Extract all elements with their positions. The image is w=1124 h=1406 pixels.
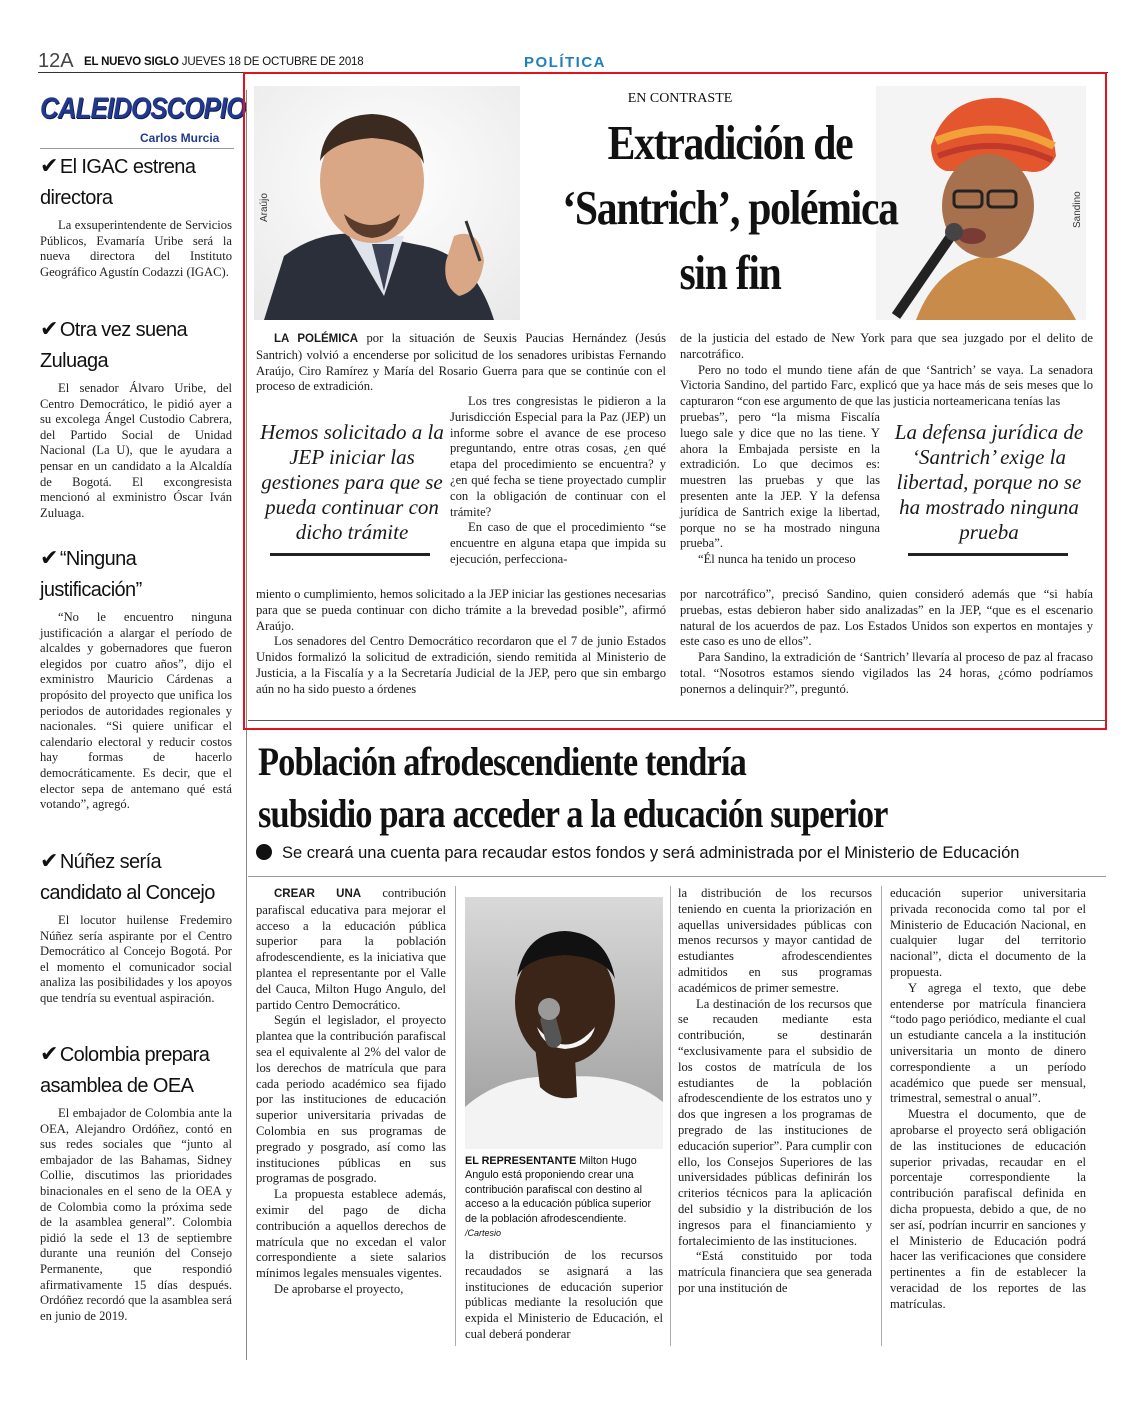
brief-body: El senador Álvaro Uribe, del Centro Democrático, le pidió ayer a su excolega Ángel Custodio Cabrera, del Partido Social de Unidad Nacional (La U), que le ayudara a pensar en un candidato a la Alcaldía de Bogotá. El excongresista mencionó al exministro Óscar Iván Zuluaga. <box>40 381 232 520</box>
feature-kicker: EN CONTRASTE <box>627 91 733 106</box>
photo-araujo <box>254 86 520 320</box>
lead-in: CREAR UNA <box>274 888 362 900</box>
feature-column-3-narrow <box>680 410 880 568</box>
page-number: 12A <box>38 50 74 72</box>
paragraph: la distribución de los recursos recaudados se asignará a las instituciones de educación superior públicas mediante la resolución que expida el Ministerio de Educación, el cual deberá ponderar <box>465 1248 663 1341</box>
brief-heading-line: justificación” <box>40 579 142 601</box>
paragraph: Muestra el documento, que de aprobarse el proyecto será obligación de las instituciones de educación superior privadas, recaudar en el porcentaje correspondiente la contribución parafiscal definida en dicha propuesta, debido a que, de no ser así, podrían incurrir en sanciones y el Ministerio de Educación podrá hacer las verificaciones que considere pertinentes a fin de establecer la veracidad de los reportes de las matrículas. <box>890 1107 1086 1311</box>
brief-body: “No le encuentro ninguna justificación a alargar el período de alcaldes y gobernadores que fueron elegidos por cuatro años”, dijo el exministro Mauricio Cárdenas a propósito del proyecto que unifica los periodos de autoridades regionales y nacionales. “Si quiere unificar el calendario electoral y reducir costos hay formas de hacerlo democráticamente. Es decir, que el elector sepa de antemano qué está votando”, agregó. <box>40 610 232 812</box>
photo-angulo <box>465 897 663 1149</box>
paragraph: De aprobarse el proyecto, <box>274 1281 404 1296</box>
lead-in: LA POLÉMICA <box>274 333 359 345</box>
headline-line: Extradición de <box>607 115 853 170</box>
headline-line: Población afrodescendiente tendría <box>258 739 747 784</box>
paragraph: de la justicia del estado de New York para que sea juzgado por el delito de narcotráfico. <box>680 331 1093 361</box>
checkmark-icon: ✔ <box>40 545 58 570</box>
brief-heading-line: El IGAC estrena <box>59 156 196 178</box>
paragraph: En caso de que el procedimiento “se encuentre en alguna etapa que impida su ejecución, perfecciona- <box>450 520 666 566</box>
paragraph: La propuesta establece además, eximir del pago de dicha contribución a aquellos derechos de matrícula que no excedan el valor correspondiente a siete salarios mínimos legales mensuales vigentes. <box>256 1187 446 1281</box>
column-title: CALEIDOSCOPIO <box>40 92 246 125</box>
checkmark-icon: ✔ <box>40 848 58 873</box>
bullet-icon <box>256 844 272 860</box>
caption-lead: EL REPRESENTANTE <box>465 1155 577 1167</box>
intro-text: por la situación de Seuxis Paucias Hernández (Jesús Santrich) volvió a encenderse por solicitud de los senadores uribistas Fernando Araújo, Ciro Ramírez y María del Rosario Guerra para que se continúe con el proceso de extradición. <box>256 331 666 394</box>
deck-text: Se creará una cuenta para recaudar estos fondos y será administrada por el Ministerio de Educación <box>282 844 1020 862</box>
brief-body: La exsuperintendente de Servicios Públicos, Evamaría Uribe será la nueva directora del Instituto Geográfico Agustín Codazzi (IGAC). <box>40 218 232 279</box>
paragraph: “Está constituido por toda matrícula financiera que sea generada por una institución de <box>678 1249 872 1295</box>
deck-rule <box>248 876 1106 877</box>
feature-paragraph-intro <box>256 331 666 395</box>
headline-line: sin fin <box>679 245 781 300</box>
pull-quote-rule <box>270 553 430 556</box>
paragraph: “Él nunca ha tenido un proceso <box>698 552 856 567</box>
paragraph: Los tres congresistas le pidieron a la Jurisdicción Especial para la Paz (JEP) un informe sobre el avance de ese proceso preguntando, entre otras cosas, ¿en qué etapa del procedimiento se encuentra? y ¿en qué fecha se tiene proyectado cumplir con la obligación de continuar con el trámite? <box>450 394 666 519</box>
brief-heading-line: directora <box>40 187 113 209</box>
checkmark-icon: ✔ <box>40 316 58 341</box>
brief-body: El embajador de Colombia ante la OEA, Alejandro Ordóñez, contó en sus redes sociales que “junto al embajador de las Bahamas, Sidney Collie, discutimos las prioridades binacionales en el seno de la OEA y de Colombia como la próxima sede de la asamblea general”. Colombia pidió la sede el 13 de septiembre durante una reunión del Consejo Permanente, que respondió afirmativamente 15 días después. Ordóñez recordó que la asamblea será en junio de 2019. <box>40 1106 232 1323</box>
story-column-2 <box>465 1248 663 1343</box>
column-title-rule <box>40 148 234 149</box>
column-author: Carlos Murcia <box>140 131 220 145</box>
photo-credit-right: Sandino <box>1072 191 1083 228</box>
paragraph: Según el legislador, el proyecto plantea que la contribución parafiscal sea el equivalente al 2% del valor de los derechos de matrícula que para cada periodo académico sea fijado por las instituciones de educación superior universitaria privadas de Colombia en sus programas de pregrado y posgrado, así como las instituciones públicas en sus programas de posgrado. <box>256 1013 446 1186</box>
paper-name: EL NUEVO SIGLO <box>84 56 179 68</box>
column-divider <box>670 886 671 1346</box>
paragraph: Los senadores del Centro Democrático recordaron que el 7 de junio Estados Unidos formalizó la solicitud de extradición, siendo remitida al Ministerio de Justicia, a la Fiscalía y a la Secretaría Judicial de la JEP, pero que sin embargo aún no ha sido puesto a órdenes <box>256 634 666 696</box>
paragraph: Y agrega el texto, que debe entenderse por matrícula financiera “todo pago periódico, mediante el cual un estudiante cancela a la institución universitaria un monto de dinero correspondiente a un período académico que puede ser mensual, trimestral, semestral o anual”. <box>890 980 1086 1106</box>
headline-line: ‘Santrich’, polémica <box>562 180 898 235</box>
brief-heading <box>40 1038 240 1102</box>
brief-body: El locutor huilense Fredemiro Núñez sería aspirante por el Centro Democrático al Concejo Bogotá. Por el momento el comunicador social analiza las posibilidades y los apoyos que tendría su eventual aspiración. <box>40 913 232 1005</box>
brief-heading-line: candidato al Concejo <box>40 882 215 904</box>
feature-bottom-rule <box>248 720 1106 721</box>
story-column-4 <box>890 886 1086 1313</box>
brief-heading-line: Zuluaga <box>40 350 109 372</box>
issue-date: JUEVES 18 DE OCTUBRE DE 2018 <box>181 56 364 68</box>
feature-column-3-bottom <box>680 587 1093 698</box>
pull-quote-right: La defensa jurídica de ‘Santrich’ exige la libertad, porque no se ha mostrado ninguna prueba <box>894 420 1084 544</box>
brief-heading <box>40 542 240 606</box>
caption-credit: /Cartesio <box>465 1228 502 1239</box>
paragraph: miento o cumplimiento, hemos solicitado a la JEP iniciar las gestiones necesarias para que se pueda continuar con dicho trámite a la brevedad posible”, afirmó Araújo. <box>256 587 666 633</box>
feature-paragraph-wide <box>256 587 666 698</box>
pull-quote-rule <box>908 553 1068 556</box>
story-column-1 <box>256 886 446 1298</box>
photo-caption <box>465 1154 663 1240</box>
brief-heading-line: “Ninguna <box>59 548 137 570</box>
speaker-with-microphone-image <box>465 897 663 1149</box>
pull-quote-left: Hemos solicitado a la JEP iniciar las gestiones para que se pueda continuar con dicho trámite <box>260 420 444 544</box>
column-divider <box>455 886 456 1346</box>
story-deck <box>256 844 1106 863</box>
brief-heading <box>40 845 240 909</box>
paragraph: Para Sandino, la extradición de ‘Santrich’ llevaría al proceso de paz al fracaso total. “Nosotros estamos siendo vigilados las 24 horas, ¿cómo podríamos ponernos a delinquir?”, preguntó. <box>680 650 1093 696</box>
feature-column-2 <box>450 394 666 568</box>
brief-heading-line: Colombia prepara <box>59 1044 210 1066</box>
brief-heading <box>40 313 240 377</box>
brief-heading-line: Núñez sería <box>59 851 162 873</box>
story-column-3 <box>678 886 872 1297</box>
column-divider <box>881 886 882 1346</box>
checkmark-icon: ✔ <box>40 1041 58 1066</box>
headline-line: subsidio para acceder a la educación superior <box>258 791 888 836</box>
section-label: POLÍTICA <box>524 54 606 71</box>
photo-credit-left: Araújo <box>259 193 270 222</box>
paragraph: educación superior universitaria privada reconocida como tal por el Ministerio de Educación Nacional, en cualquier lugar del territorio nacional”, dicta el documento de la propuesta. <box>890 886 1086 979</box>
paragraph: pruebas”, pero “la misma Fiscalía luego sale y dice que no las tiene. Y ahora la Embajada persiste en la extradición. Lo que decimos es: muestren las pruebas y que las presenten ante la JEP. Y la defensa jurídica de Santrich exige la libertad, porque no se ha mostrado ninguna prueba”. <box>680 410 880 551</box>
brief-heading <box>40 150 240 214</box>
portrait-man-image <box>254 86 520 320</box>
paragraph: contribución parafiscal educativa para mejorar el acceso a la educación pública superior para la población afrodescendiente, es la iniciativa que plantea el representante por el Valle del Cauca, Milton Hugo Angulo, del partido Centro Democrático. <box>256 886 446 1012</box>
brief-heading-line: Otra vez suena <box>59 319 188 341</box>
paragraph: La destinación de los recursos que se recauden mediante esta contribución, se destinarán “exclusivamente para el subsidio de los costos de matrícula de los estudiantes de la población afrodescendiente de los estratos uno y dos que ingresen a los programas de pregrado de las instituciones de educación superior”. Para cumplir con ello, los Consejos Superiores de las universidades públicas definirán los criterios técnicos para la aplicación del subsidio y la distribución de los ingresos para el financiamiento y fortalecimiento de las instituciones. <box>678 996 872 1248</box>
brief-heading-line: asamblea de OEA <box>40 1075 194 1097</box>
feature-column-3-top <box>680 331 1093 410</box>
paragraph: la distribución de los recursos teniendo en cuenta la priorización en aquellas universidades públicas con menos recursos y mayor cantidad de estudiantes afrodescendientes admitidos en sus programas académicos de primer semestre. <box>678 886 872 995</box>
checkmark-icon: ✔ <box>40 153 58 178</box>
feature-headline <box>509 110 951 305</box>
paragraph: Pero no todo el mundo tiene afán de que ‘Santrich’ se vaya. La senadora Victoria Sandino, del partido Farc, explicó que ya hace más de seis meses que lo capturaron “con ese argumento de que las justicia norteamericana tenías las <box>680 362 1093 409</box>
story-headline <box>258 736 998 840</box>
caption-text: Milton Hugo Angulo está proponiendo crear una contribución parafiscal con destino al acceso a la educación pública superior de la población afrodescendiente. <box>465 1155 652 1225</box>
masthead-line <box>84 56 363 68</box>
paragraph: por narcotráfico”, precisó Sandino, quien consideró además que “si había pruebas, estas debieron haber sido analizadas” en la JEP, “que es el escenario natural de los acuerdos de paz. Los Estados Unidos son expertos en montajes y este caso es uno de ellos”. <box>680 587 1093 649</box>
